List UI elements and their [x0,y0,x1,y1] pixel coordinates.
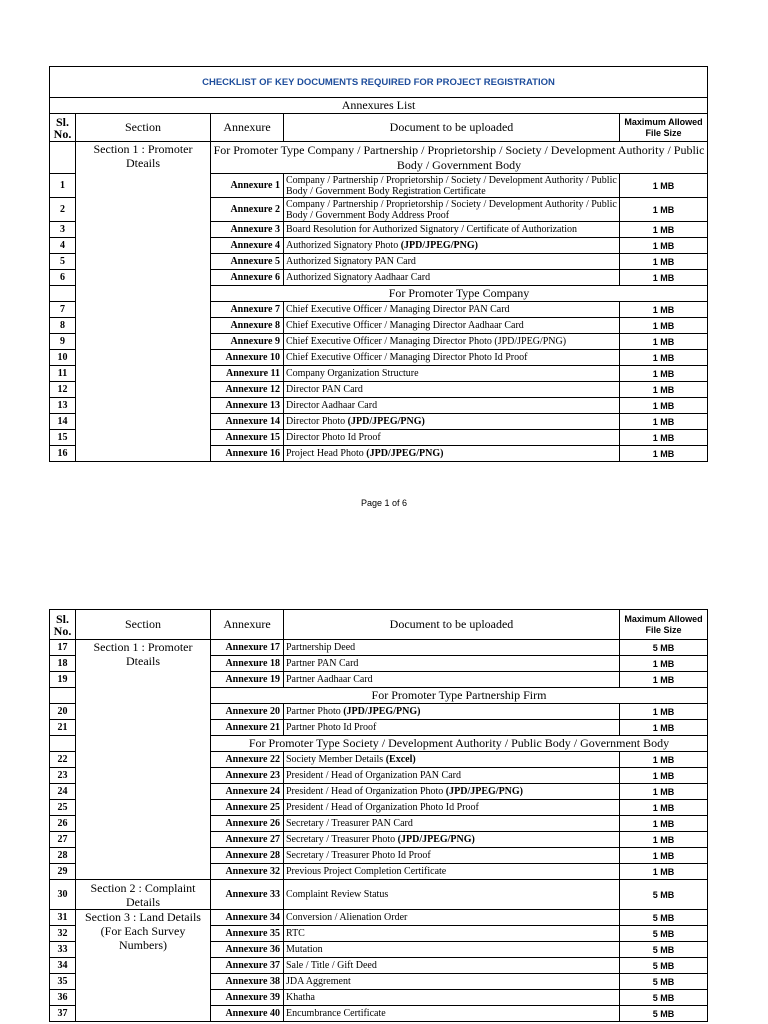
format-note: (JPD/JPEG/PNG) [343,706,421,717]
annexure-cell: Annexure 3 [211,222,284,238]
size-cell: 1 MB [620,366,708,382]
sl-cell: 10 [50,350,76,366]
sl-cell: 30 [50,880,76,910]
document-cell: Chief Executive Officer / Managing Director PAN Card [284,302,620,318]
size-cell: 1 MB [620,334,708,350]
group-heading-all-types: For Promoter Type Company / Partnership / Proprietorship / Society / Development Authority / Public Body / Government Body [211,142,708,174]
annexure-cell: Annexure 6 [211,270,284,286]
sl-cell: 6 [50,270,76,286]
document-cell: Secretary / Treasurer Photo Id Proof [284,848,620,864]
size-cell: 1 MB [620,302,708,318]
document-cell: Secretary / Treasurer PAN Card [284,816,620,832]
header-section: Section [76,114,211,142]
annexure-cell: Annexure 38 [211,974,284,990]
document-text: Secretary / Treasurer Photo [286,834,396,845]
document-cell: Encumbrance Certificate [284,1006,620,1022]
section-2-label: Section 2 : Complaint Details [76,880,211,910]
size-cell: 5 MB [620,958,708,974]
annexure-cell: Annexure 21 [211,720,284,736]
sl-cell: 4 [50,238,76,254]
annexure-cell: Annexure 15 [211,430,284,446]
document-cell: Partnership Deed [284,640,620,656]
document-cell: Mutation [284,942,620,958]
format-note: (JPD/JPEG/PNG) [397,834,475,845]
group-heading-partnership: For Promoter Type Partnership Firm [211,688,708,704]
format-note: (Excel) [385,754,416,765]
annexure-cell: Annexure 8 [211,318,284,334]
size-cell: 1 MB [620,350,708,366]
document-cell: Sale / Title / Gift Deed [284,958,620,974]
sl-cell: 11 [50,366,76,382]
blank-cell [50,736,76,752]
document-cell: Director PAN Card [284,382,620,398]
sl-cell: 18 [50,656,76,672]
document-cell [284,238,620,254]
sl-cell: 22 [50,752,76,768]
annexure-cell: Annexure 16 [211,446,284,462]
document-cell: Partner Photo Id Proof [284,720,620,736]
sl-cell: 16 [50,446,76,462]
sl-cell: 35 [50,974,76,990]
size-cell: 5 MB [620,910,708,926]
sl-cell: 24 [50,784,76,800]
size-cell: 1 MB [620,848,708,864]
format-note: (JPD/JPEG/PNG) [445,786,524,797]
size-cell: 1 MB [620,174,708,198]
size-cell: 1 MB [620,238,708,254]
document-cell: Chief Executive Officer / Managing Director Aadhaar Card [284,318,620,334]
size-cell: 1 MB [620,784,708,800]
size-cell: 5 MB [620,880,708,910]
sl-cell: 32 [50,926,76,942]
table-row [50,910,708,926]
header-section: Section [76,610,211,640]
header-document: Document to be uploaded [284,610,620,640]
blank-cell [50,286,76,302]
size-cell: 5 MB [620,942,708,958]
sl-cell: 25 [50,800,76,816]
sl-cell: 8 [50,318,76,334]
size-cell: 1 MB [620,446,708,462]
sl-cell: 37 [50,1006,76,1022]
size-cell: 1 MB [620,254,708,270]
annexure-cell: Annexure 17 [211,640,284,656]
section-1-label: Section 1 : Promoter Dteails [76,142,211,462]
header-annexure: Annexure [211,114,284,142]
annexure-cell: Annexure 32 [211,864,284,880]
annexure-cell: Annexure 34 [211,910,284,926]
annexure-cell: Annexure 2 [211,198,284,222]
format-note: (JPD/JPEG/PNG) [400,240,478,251]
sl-cell: 26 [50,816,76,832]
size-cell: 5 MB [620,974,708,990]
size-cell: 1 MB [620,864,708,880]
checklist-title: CHECKLIST OF KEY DOCUMENTS REQUIRED FOR PROJECT REGISTRATION [50,67,708,98]
blank-cell [50,688,76,704]
size-cell: 1 MB [620,430,708,446]
table-row [50,880,708,910]
document-cell: Board Resolution for Authorized Signatory / Certificate of Authorization [284,222,620,238]
document-cell: JDA Aggrement [284,974,620,990]
size-cell: 1 MB [620,270,708,286]
document-cell [284,446,620,462]
document-cell: Authorized Signatory Aadhaar Card [284,270,620,286]
header-annexure: Annexure [211,610,284,640]
annexure-cell: Annexure 33 [211,880,284,910]
section-1-label: Section 1 : Promoter Dteails [76,640,211,880]
document-cell: RTC [284,926,620,942]
size-cell: 1 MB [620,800,708,816]
annexure-cell: Annexure 23 [211,768,284,784]
blank-cell [50,142,76,174]
annexure-cell: Annexure 4 [211,238,284,254]
section-3-label: Section 3 : Land Details (For Each Survey Numbers) [76,910,211,1022]
document-cell [284,832,620,848]
size-cell: 1 MB [620,656,708,672]
size-cell: 5 MB [620,640,708,656]
document-text: Project Head Photo [286,448,364,459]
size-cell: 1 MB [620,816,708,832]
document-cell [284,752,620,768]
sl-cell: 13 [50,398,76,414]
annexure-cell: Annexure 40 [211,1006,284,1022]
sl-cell: 28 [50,848,76,864]
document-cell: President / Head of Organization PAN Card [284,768,620,784]
annexure-cell: Annexure 13 [211,398,284,414]
sl-cell: 9 [50,334,76,350]
sl-cell: 7 [50,302,76,318]
annexure-cell: Annexure 26 [211,816,284,832]
annexure-cell: Annexure 25 [211,800,284,816]
sl-cell: 23 [50,768,76,784]
annexure-cell: Annexure 19 [211,672,284,688]
document-cell [284,414,620,430]
size-cell: 1 MB [620,720,708,736]
size-cell: 5 MB [620,1006,708,1022]
annexure-cell: Annexure 28 [211,848,284,864]
sl-cell: 21 [50,720,76,736]
size-cell: 1 MB [620,318,708,334]
document-text: President / Head of Organization Photo [286,786,444,797]
header-max-size: Maximum Allowed File Size [620,114,708,142]
size-cell: 1 MB [620,414,708,430]
table-row [50,640,708,656]
sl-cell: 29 [50,864,76,880]
sl-cell: 14 [50,414,76,430]
document-cell: Complaint Review Status [284,880,620,910]
sl-cell: 15 [50,430,76,446]
sl-cell: 12 [50,382,76,398]
annexure-cell: Annexure 20 [211,704,284,720]
group-heading-society: For Promoter Type Society / Development Authority / Public Body / Government Body [211,736,708,752]
header-sl-no: Sl. No. [50,114,76,142]
document-cell [284,704,620,720]
annexure-cell: Annexure 11 [211,366,284,382]
size-cell: 5 MB [620,926,708,942]
format-note: (JPD/JPEG/PNG) [347,416,425,427]
size-cell: 1 MB [620,832,708,848]
sl-cell: 17 [50,640,76,656]
document-cell [284,784,620,800]
group-heading-company: For Promoter Type Company [211,286,708,302]
annexure-cell: Annexure 22 [211,752,284,768]
document-text: Society Member Details [286,754,384,765]
sl-cell: 1 [50,174,76,198]
annexure-cell: Annexure 10 [211,350,284,366]
annexure-cell: Annexure 24 [211,784,284,800]
annexure-cell: Annexure 37 [211,958,284,974]
document-cell: Previous Project Completion Certificate [284,864,620,880]
annexure-cell: Annexure 9 [211,334,284,350]
document-cell: Authorized Signatory PAN Card [284,254,620,270]
document-cell: Partner PAN Card [284,656,620,672]
size-cell: 1 MB [620,768,708,784]
checklist-table-page1 [49,66,708,462]
document-cell: Chief Executive Officer / Managing Director Photo (JPD/JPEG/PNG) [284,334,620,350]
document-cell: Director Photo Id Proof [284,430,620,446]
size-cell: 1 MB [620,672,708,688]
sl-cell: 33 [50,942,76,958]
size-cell: 1 MB [620,222,708,238]
annexure-cell: Annexure 14 [211,414,284,430]
annexures-list-heading: Annexures List [50,98,708,114]
sl-cell: 36 [50,990,76,1006]
document-cell: Company Organization Structure [284,366,620,382]
document-cell: Company / Partnership / Proprietorship / Society / Development Authority / Public Body / Government Body Registration Certificate [284,174,620,198]
annexure-cell: Annexure 12 [211,382,284,398]
sl-cell: 5 [50,254,76,270]
size-cell: 1 MB [620,198,708,222]
sl-cell: 3 [50,222,76,238]
sl-cell: 2 [50,198,76,222]
page-footer: Page 1 of 6 [360,498,408,508]
document-cell: Conversion / Alienation Order [284,910,620,926]
annexure-cell: Annexure 27 [211,832,284,848]
document-cell: Chief Executive Officer / Managing Director Photo Id Proof [284,350,620,366]
document-cell: Partner Aadhaar Card [284,672,620,688]
sl-cell: 31 [50,910,76,926]
size-cell: 1 MB [620,704,708,720]
format-note: (JPD/JPEG/PNG) [366,448,444,459]
sl-cell: 19 [50,672,76,688]
sl-cell: 27 [50,832,76,848]
annexure-cell: Annexure 39 [211,990,284,1006]
annexure-cell: Annexure 35 [211,926,284,942]
annexure-cell: Annexure 7 [211,302,284,318]
size-cell: 1 MB [620,382,708,398]
annexure-cell: Annexure 36 [211,942,284,958]
document-cell: Khatha [284,990,620,1006]
document-text: Partner Photo [286,706,341,717]
header-max-size: Maximum Allowed File Size [620,610,708,640]
document-text: Director Photo [286,416,346,427]
size-cell: 1 MB [620,752,708,768]
checklist-table-page2 [49,609,708,1022]
size-cell: 1 MB [620,398,708,414]
header-document: Document to be uploaded [284,114,620,142]
document-cell: Company / Partnership / Proprietorship / Society / Development Authority / Public Body / Government Body Address Proof [284,198,620,222]
annexure-cell: Annexure 18 [211,656,284,672]
annexure-cell: Annexure 1 [211,174,284,198]
header-sl-no: Sl. No. [50,610,76,640]
document-text: Authorized Signatory Photo [286,240,399,251]
annexure-cell: Annexure 5 [211,254,284,270]
size-cell: 5 MB [620,990,708,1006]
document-cell: Director Aadhaar Card [284,398,620,414]
sl-cell: 20 [50,704,76,720]
document-cell: President / Head of Organization Photo Id Proof [284,800,620,816]
sl-cell: 34 [50,958,76,974]
